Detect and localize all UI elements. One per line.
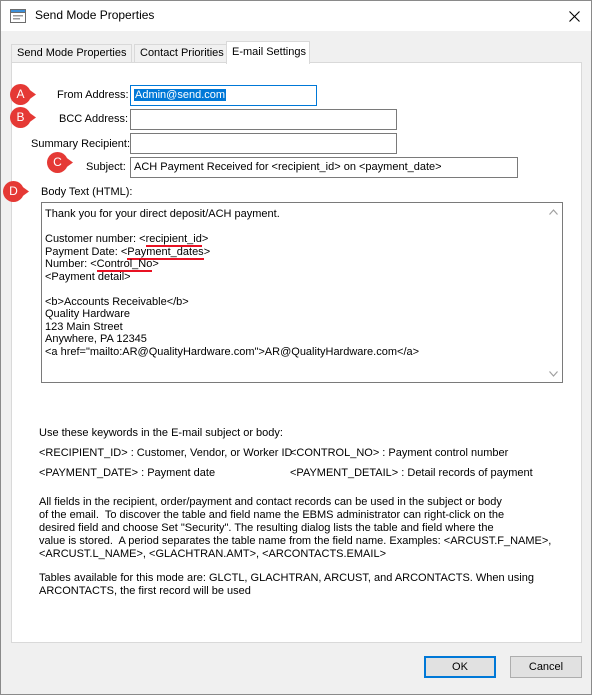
tables-paragraph-line: Tables available for this mode are: GLCTL, GLACHTRAN, ARCUST, and ARCONTACTS. When using [39, 572, 534, 584]
scroll-down-icon[interactable] [549, 371, 558, 377]
misspelled-word: Control_No [96, 258, 153, 270]
body-line: Quality Hardware [45, 308, 130, 320]
body-line: Anywhere, PA 12345 [45, 333, 147, 345]
misspelled-word: Payment_dates [127, 245, 204, 258]
ok-button[interactable]: OK [424, 656, 496, 678]
keyword-payment-detail: <PAYMENT_DETAIL> : Detail records of payment [290, 467, 533, 479]
bcc-address-label: BCC Address: [59, 113, 129, 125]
body-line: <a href="mailto:AR@QualityHardware.com">AR@QualityHardware.com</a> [45, 345, 420, 358]
callout-badge-d: D [3, 181, 30, 205]
callout-badge-a: A [10, 84, 37, 108]
help-paragraph-line: of the email. To discover the table and field name the EBMS administrator can right-click on the [39, 509, 505, 521]
misspelled-word: recipient_id [145, 233, 202, 245]
body-line: Thank you for your direct deposit/ACH payment. [45, 208, 280, 220]
subject-input[interactable]: ACH Payment Received for <recipient_id> on <payment_date> [130, 157, 518, 178]
keyword-payment-date: <PAYMENT_DATE> : Payment date [39, 467, 216, 479]
from-address-input[interactable] [130, 85, 317, 106]
tab-send-mode-properties[interactable]: Send Mode Properties [11, 44, 132, 63]
subject-label: Subject: [86, 161, 126, 173]
body-line: 123 Main Street [45, 320, 123, 333]
bcc-address-input[interactable] [130, 109, 397, 130]
close-icon [569, 11, 580, 22]
keywords-intro: Use these keywords in the E-mail subject or body: [39, 427, 283, 439]
body-line: Payment Date: < [45, 245, 128, 258]
close-button[interactable] [559, 3, 589, 29]
body-text-content: Thank you for your direct deposit/ACH payment. Customer number: <recipient_id> Payment Date: <Payment_dates> Number: <Control_No> <Payment detail> <b>Accounts Receivable</b> Quality Hardware 123 Main Street Anywhere, PA 12345 <a href="mailto:AR@QualityHardware.com">AR@QualityHardware.com</a> [45, 208, 420, 358]
title-bar [1, 1, 591, 31]
body-text-textarea[interactable] [41, 202, 563, 383]
keyword-recipient-id: <RECIPIENT_ID> : Customer, Vendor, or Worker ID [39, 447, 293, 459]
tab-contact-priorities[interactable]: Contact Priorities [134, 44, 230, 63]
help-paragraph-line: <ARCUST.L_NAME>, <GLACHTRAN.AMT>, <ARCONTACTS.EMAIL> [39, 548, 386, 560]
app-icon [10, 9, 26, 23]
from-address-label: From Address: [57, 89, 129, 101]
body-line: Customer number: < [45, 233, 146, 245]
tab-email-settings[interactable]: E-mail Settings [226, 41, 310, 64]
body-line: <Payment detail> [45, 270, 131, 283]
body-line: <b>Accounts Receivable</b> [45, 295, 189, 308]
body-scrollbar[interactable] [545, 203, 562, 382]
summary-recipient-input[interactable] [130, 133, 397, 154]
window-title: Send Mode Properties [35, 8, 155, 22]
help-paragraph-line: All fields in the recipient, order/payment and contact records can be used in the subject or body [39, 496, 502, 508]
body-text-label: Body Text (HTML): [41, 186, 133, 198]
scroll-up-icon[interactable] [549, 209, 558, 215]
body-line: Number: < [45, 258, 97, 270]
callout-badge-c: C [47, 152, 74, 176]
keyword-control-no: <CONTROL_NO> : Payment control number [290, 447, 509, 459]
callout-badge-b: B [10, 107, 37, 131]
help-paragraph-line: desired field and choose Set "Security". The resulting dialog lists the table and field where the [39, 522, 494, 534]
summary-recipient-label: Summary Recipient: [31, 138, 131, 150]
help-paragraph-line: value is stored. A period separates the table name from the field name. Examples: <ARCUST.F_NAME>, [39, 535, 552, 547]
tables-paragraph-line: ARCONTACTS, the first record will be used [39, 585, 251, 597]
from-address-value: Admin@send.com [135, 89, 226, 101]
cancel-button[interactable]: Cancel [510, 656, 582, 678]
